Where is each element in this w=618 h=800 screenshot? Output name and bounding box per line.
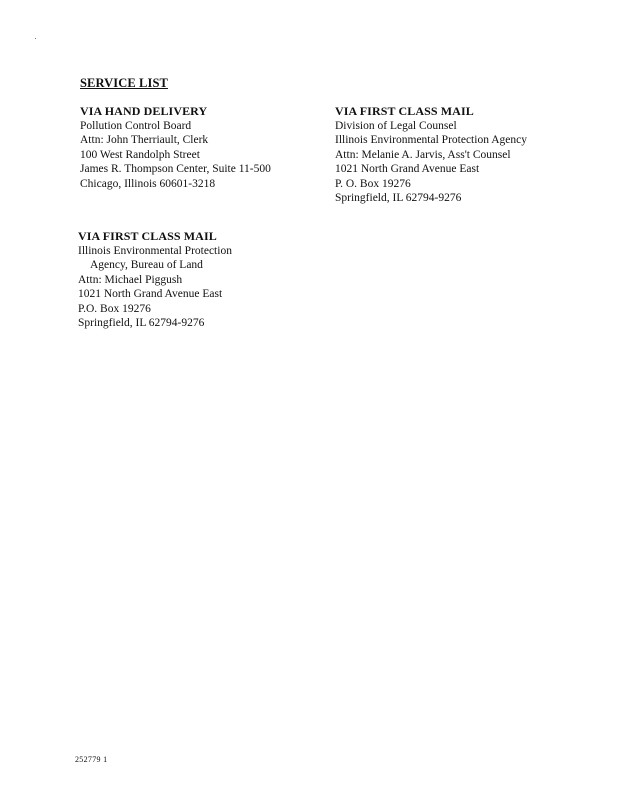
address-line: Attn: John Therriault, Clerk — [80, 134, 209, 146]
service-block-first-class-legal — [335, 104, 527, 206]
address-line: Springfield, IL 62794-9276 — [335, 192, 462, 204]
address-line: Illinois Environmental Protection — [78, 244, 232, 257]
address-line: P.O. Box 19276 — [78, 302, 151, 315]
address-line: 100 West Randolph Street — [80, 148, 200, 161]
address-line: Chicago, Illinois 60601-3218 — [80, 177, 216, 190]
address-line: 1021 North Grand Avenue East — [335, 163, 480, 175]
address-line: 1021 North Grand Avenue East — [78, 288, 223, 300]
address-line: Attn: Michael Piggush — [78, 273, 183, 286]
address-line: Division of Legal Counsel — [335, 119, 457, 132]
address-line: Springfield, IL 62794-9276 — [78, 317, 205, 329]
scan-speck — [35, 38, 36, 39]
address-line: Agency, Bureau of Land — [90, 259, 203, 271]
service-list-title: SERVICE LIST — [80, 76, 168, 90]
address-line: Pollution Control Board — [80, 119, 192, 132]
document-code: 252779 1 — [75, 755, 108, 764]
address-line: P. O. Box 19276 — [335, 177, 411, 190]
address-line: James R. Thompson Center, Suite 11-500 — [80, 163, 271, 175]
address-line: Attn: Melanie A. Jarvis, Ass't Counsel — [335, 148, 511, 161]
delivery-method-heading: VIA FIRST CLASS MAIL — [78, 229, 217, 243]
service-block-first-class-bureau — [78, 229, 232, 331]
delivery-method-heading: VIA FIRST CLASS MAIL — [335, 104, 474, 118]
address-line: Illinois Environmental Protection Agency — [335, 134, 527, 146]
delivery-method-heading: VIA HAND DELIVERY — [80, 104, 208, 118]
service-block-hand-delivery — [80, 104, 271, 191]
